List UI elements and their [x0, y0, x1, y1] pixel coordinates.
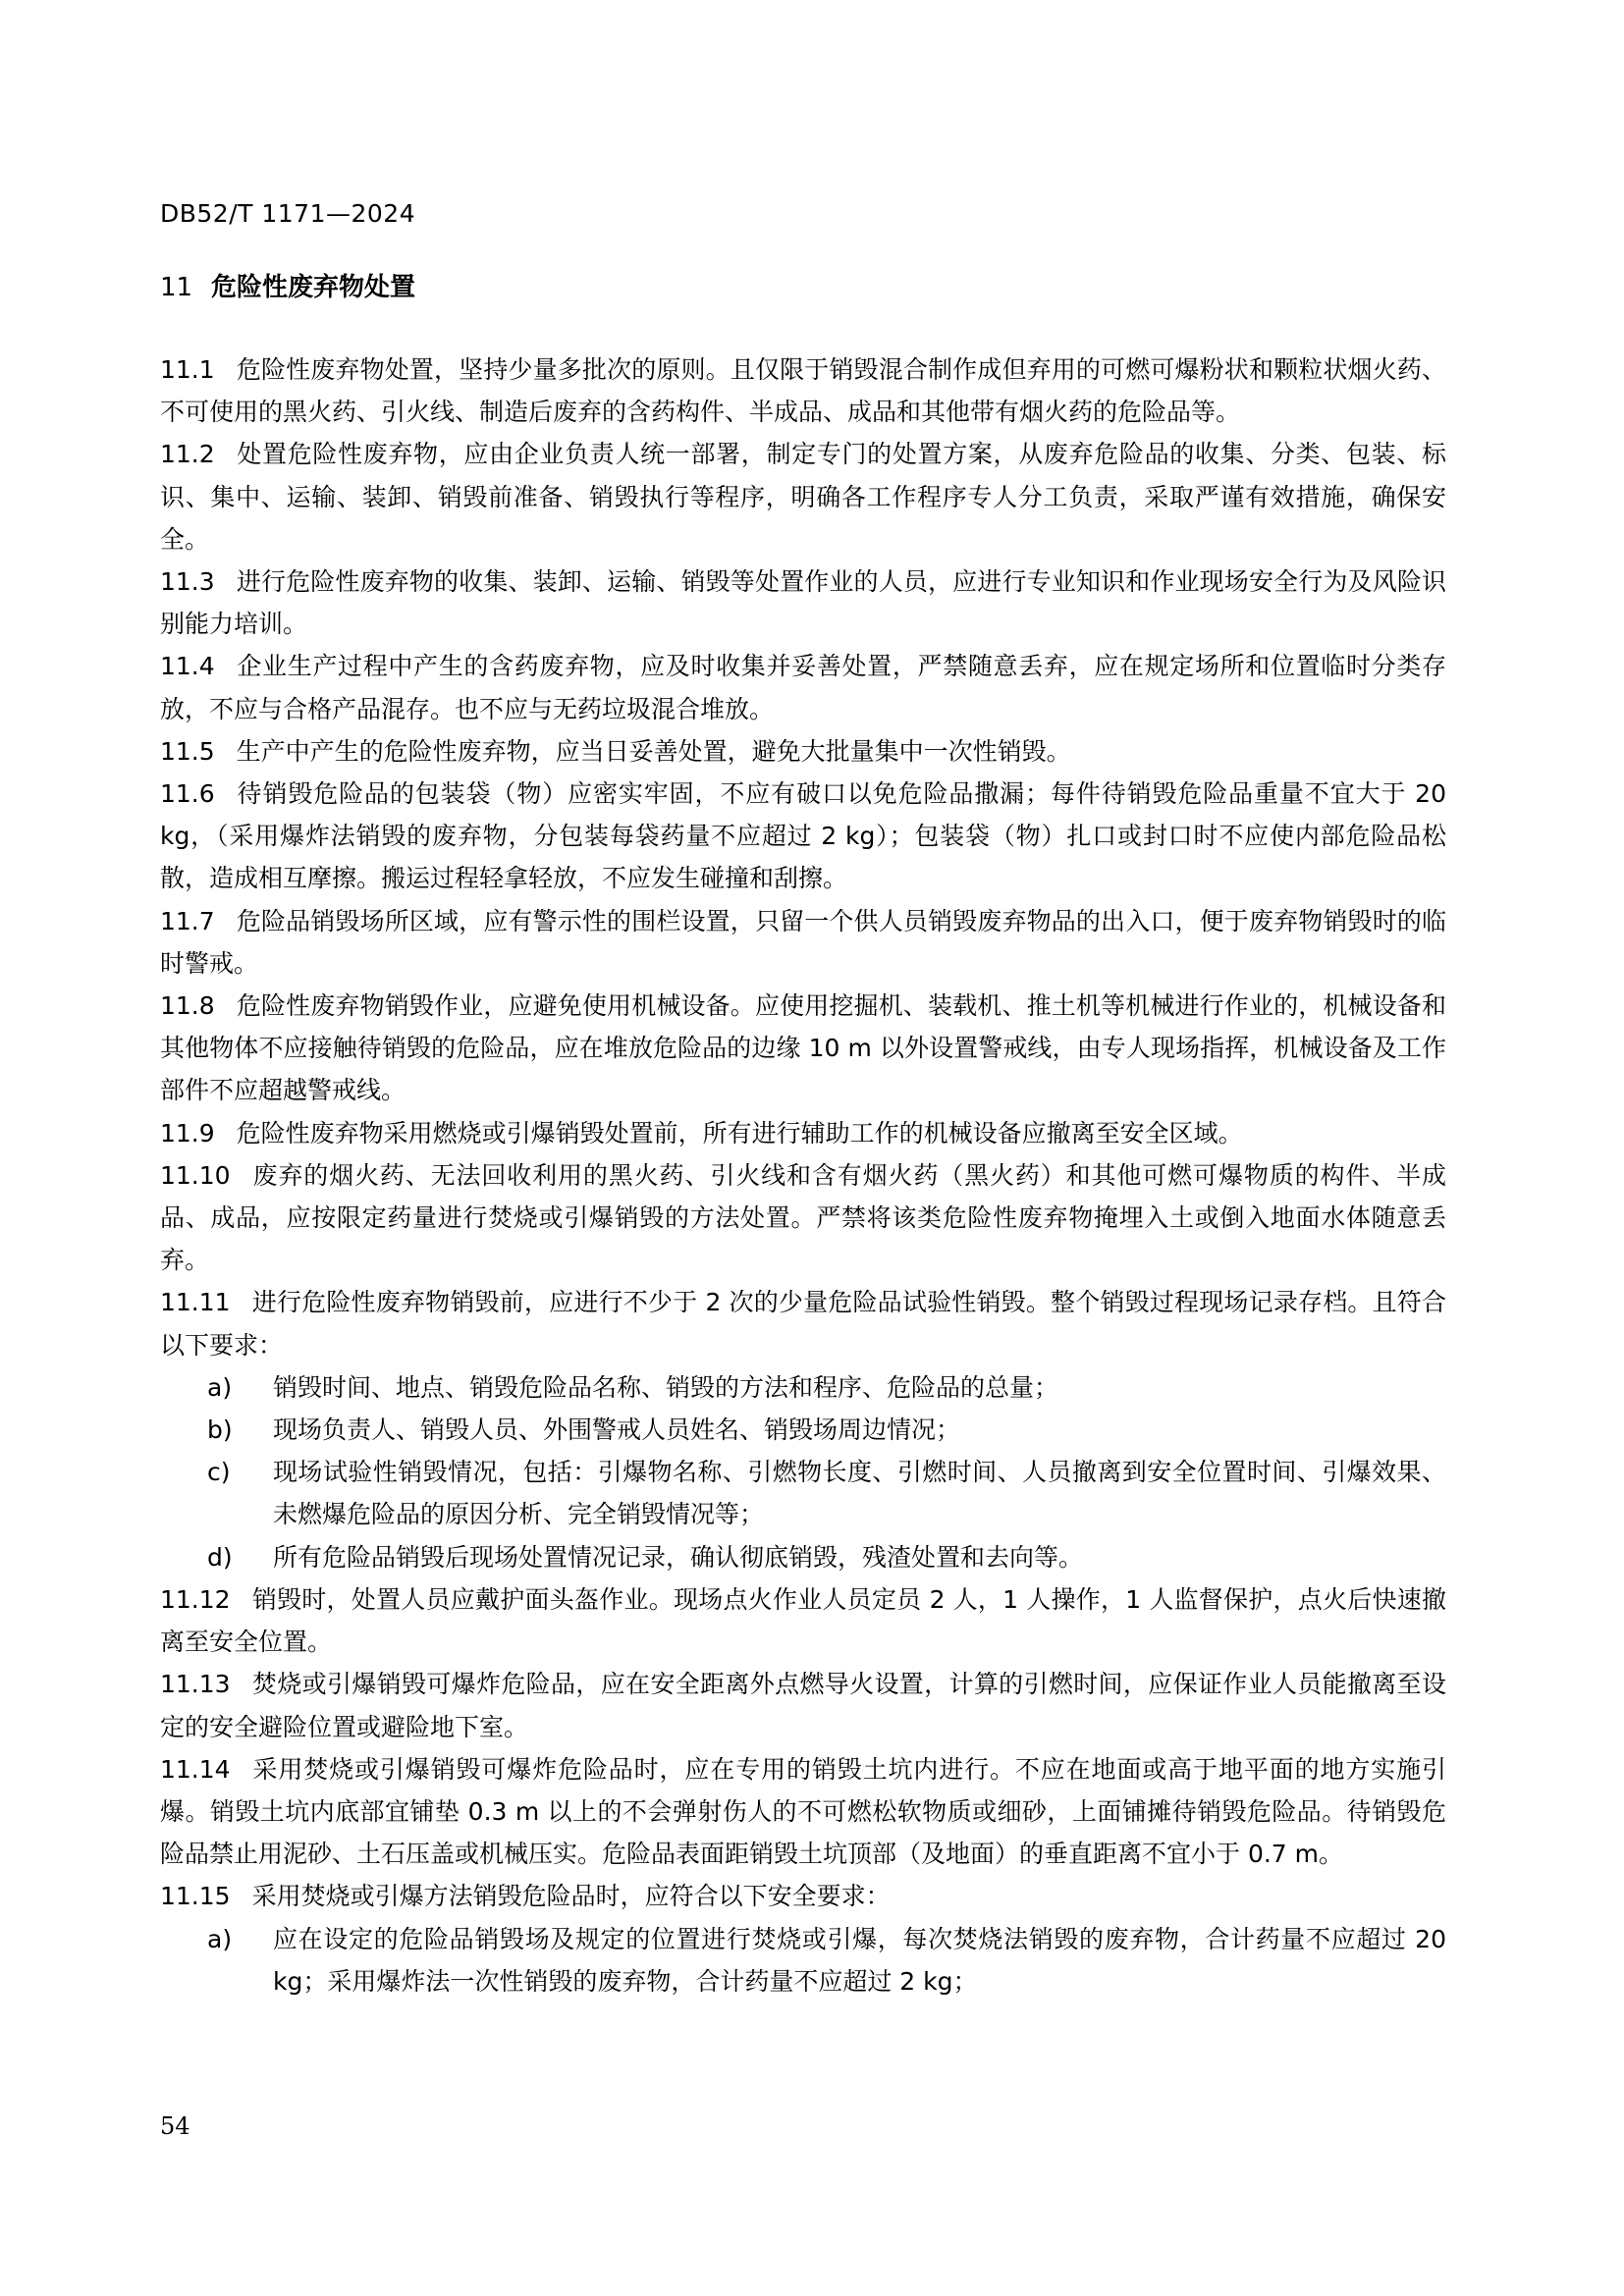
section-body	[160, 348, 1446, 2002]
list-item-text: 应在设定的危险品销毁场及规定的位置进行焚烧或引爆，每次焚烧法销毁的废弃物，合计药量不应超过 20 kg；采用爆炸法一次性销毁的废弃物，合计药量不应超过 2 kg；	[273, 1924, 1446, 1996]
list-item-text: 现场试验性销毁情况，包括：引爆物名称、引燃物长度、引燃时间、人员撤离到安全位置时间、引爆效果、未燃爆危险品的原因分析、完全销毁情况等；	[273, 1458, 1446, 1529]
list-item-label: c)	[207, 1458, 231, 1487]
list-item	[207, 1366, 1446, 1409]
clause-11-8	[160, 985, 1446, 1112]
clause-number: 11.5	[160, 736, 215, 766]
clause-11-3	[160, 561, 1446, 645]
list-item-text: 所有危险品销毁后现场处置情况记录，确认彻底销毁，残渣处置和去向等。	[273, 1542, 1084, 1572]
clause-number: 11.15	[160, 1882, 231, 1911]
clause-11-1	[160, 348, 1446, 433]
clause-number: 11.2	[160, 440, 215, 469]
clause-number: 11.10	[160, 1160, 231, 1190]
clause-text: 废弃的烟火药、无法回收利用的黑火药、引火线和含有烟火药（黑火药）和其他可燃可爆物质的构件、半成品、成品，应按限定药量进行焚烧或引爆销毁的方法处置。严禁将该类危险性废弃物掩埋入土或倒入地面水体随意丢弃。	[160, 1160, 1446, 1275]
clause-text: 进行危险性废弃物销毁前，应进行不少于 2 次的少量危险品试验性销毁。整个销毁过程现场记录存档。且符合以下要求：	[160, 1288, 1446, 1360]
clause-text: 采用焚烧或引爆方法销毁危险品时，应符合以下安全要求：	[251, 1882, 891, 1911]
clause-11-10	[160, 1154, 1446, 1282]
page-number: 54	[160, 2112, 190, 2140]
list-item	[207, 1409, 1446, 1451]
clause-11-7	[160, 900, 1446, 985]
clause-number: 11.7	[160, 906, 215, 935]
clause-text: 处置危险性废弃物，应由企业负责人统一部署，制定专门的处置方案，从废弃危险品的收集、分类、包装、标识、集中、运输、装卸、销毁前准备、销毁执行等程序，明确各工作程序专人分工负责，采取严谨有效措施，确保安全。	[160, 440, 1446, 554]
clause-number: 11.3	[160, 567, 215, 597]
clause-11-13	[160, 1663, 1446, 1747]
list-item-label: a)	[207, 1372, 233, 1402]
clause-text: 企业生产过程中产生的含药废弃物，应及时收集并妥善处置，严禁随意丢弃，应在规定场所和位置临时分类存放，不应与合格产品混存。也不应与无药垃圾混合堆放。	[160, 652, 1446, 723]
section-number: 11	[160, 273, 193, 302]
list-item	[207, 1918, 1446, 2002]
document-code: DB52/T 1171—2024	[160, 199, 416, 228]
clause-number: 11.1	[160, 355, 215, 384]
clause-11-9	[160, 1112, 1446, 1154]
clause-number: 11.8	[160, 991, 215, 1021]
clause-number: 11.12	[160, 1584, 231, 1614]
clause-11-5	[160, 730, 1446, 773]
clause-text: 焚烧或引爆销毁可爆炸危险品，应在安全距离外点燃导火设置，计算的引燃时间，应保证作业人员能撤离至设定的安全避险位置或避险地下室。	[160, 1670, 1446, 1741]
list-item-label: a)	[207, 1924, 233, 1953]
clause-11-11	[160, 1281, 1446, 1365]
clause-text: 采用焚烧或引爆销毁可爆炸危险品时，应在专用的销毁土坑内进行。不应在地面或高于地平面的地方实施引爆。销毁土坑内底部宜铺垫 0.3 m 以上的不会弹射伤人的不可燃松软物质或细砂，上面铺摊待销毁危险品。待销毁危险品禁止用泥砂、土石压盖或机械压实。危险品表面距销毁土坑顶部（及地面）的垂直距离不宜小于 0.7 m。	[160, 1754, 1446, 1869]
list-item	[207, 1536, 1446, 1578]
clause-text: 危险性废弃物采用燃烧或引爆销毁处置前，所有进行辅助工作的机械设备应撤离至安全区域。	[236, 1118, 1243, 1148]
clause-11-4	[160, 645, 1446, 729]
clause-number: 11.4	[160, 652, 215, 681]
clause-text: 危险性废弃物销毁作业，应避免使用机械设备。应使用挖掘机、装载机、推土机等机械进行作业的，机械设备和其他物体不应接触待销毁的危险品，应在堆放危险品的边缘 10 m 以外设置警戒线，由专人现场指挥，机械设备及工作部件不应超越警戒线。	[160, 991, 1446, 1105]
clause-number: 11.11	[160, 1288, 231, 1317]
clause-text: 危险品销毁场所区域，应有警示性的围栏设置，只留一个供人员销毁废弃物品的出入口，便于废弃物销毁时的临时警戒。	[160, 906, 1446, 978]
list-item-label: d)	[207, 1542, 233, 1572]
clause-number: 11.13	[160, 1670, 231, 1699]
clause-11-12	[160, 1578, 1446, 1663]
clause-number: 11.6	[160, 779, 215, 809]
clause-11-14	[160, 1748, 1446, 1876]
clause-number: 11.14	[160, 1754, 231, 1784]
clause-text: 待销毁危险品的包装袋（物）应密实牢固，不应有破口以免危险品撒漏；每件待销毁危险品重量不宜大于 20 kg，（采用爆炸法销毁的废弃物，分包装每袋药量不应超过 2 kg）；包装袋（物）扎口或封口时不应使内部危险品松散，造成相互摩擦。搬运过程轻拿轻放，不应发生碰撞和刮擦。	[160, 779, 1446, 893]
list-item-text: 现场负责人、销毁人员、外围警戒人员姓名、销毁场周边情况；	[273, 1415, 961, 1445]
section-title: 危险性废弃物处置	[211, 273, 416, 302]
clause-text: 生产中产生的危险性废弃物，应当日妥善处置，避免大批量集中一次性销毁。	[236, 736, 1071, 766]
clause-number: 11.9	[160, 1118, 215, 1148]
clause-text: 危险性废弃物处置，坚持少量多批次的原则。且仅限于销毁混合制作成但弃用的可燃可爆粉状和颗粒状烟火药、不可使用的黑火药、引火线、制造后废弃的含药构件、半成品、成品和其他带有烟火药的危险品等。	[160, 355, 1446, 427]
clause-11-6	[160, 773, 1446, 900]
list-item-label: b)	[207, 1415, 233, 1445]
list-item-text: 销毁时间、地点、销毁危险品名称、销毁的方法和程序、危险品的总量；	[273, 1372, 1059, 1402]
section-heading	[160, 270, 415, 305]
clause-text: 销毁时，处置人员应戴护面头盔作业。现场点火作业人员定员 2 人，1 人操作，1 人监督保护，点火后快速撤离至安全位置。	[160, 1584, 1446, 1657]
clause-text: 进行危险性废弃物的收集、装卸、运输、销毁等处置作业的人员，应进行专业知识和作业现场安全行为及风险识别能力培训。	[160, 567, 1446, 639]
clause-11-2	[160, 433, 1446, 561]
list-item	[207, 1451, 1446, 1535]
clause-11-15	[160, 1875, 1446, 1917]
